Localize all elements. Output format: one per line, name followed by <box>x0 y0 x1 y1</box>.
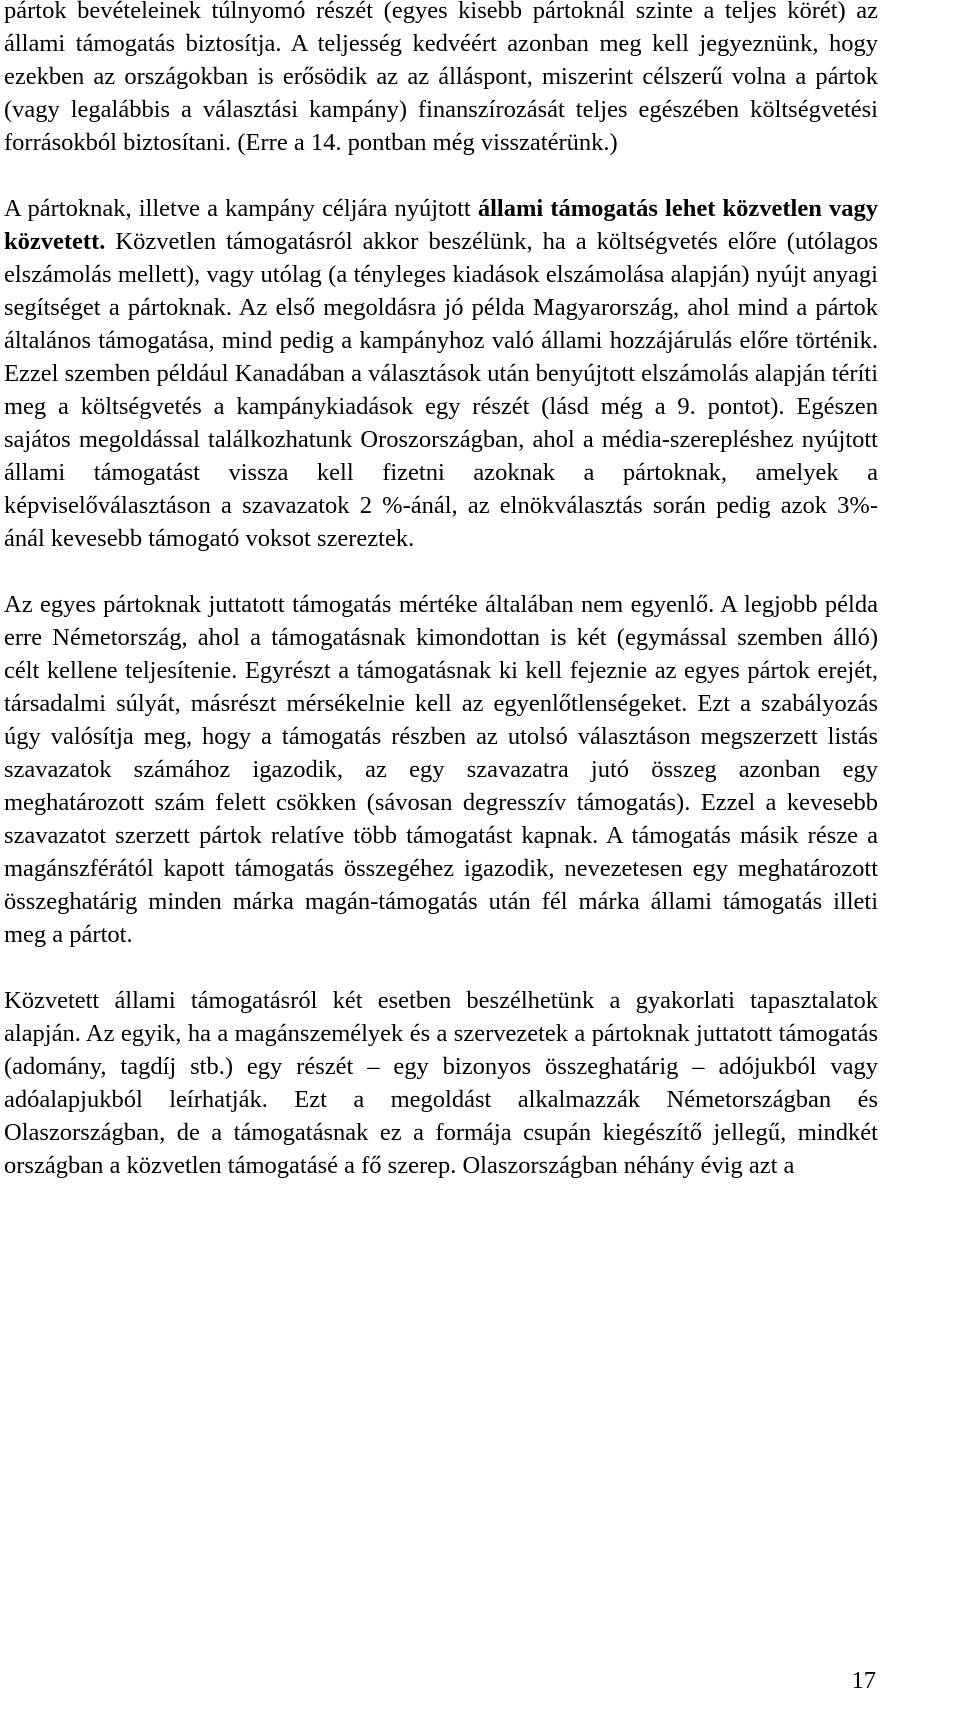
paragraph-text: Közvetlen támogatásról akkor beszélünk, ha a költségvetés előre (utólagos elszámolás mellett), vagy utólag (a tényleges kiadások elszámolása alapján) nyújt anyagi segítséget a pártoknak. Az első megoldásra jó példa Magyarország, ahol mind a pártok általános támogatása, mind pedig a kampányhoz való állami hozzájárulás előre történik. Ezzel szemben például Kanadában a választások után benyújtott elszámolás alapján téríti meg a költségvetés a kampánykiadások egy részét (lásd még a 9. pontot). Egészen sajátos megoldással találkozhatunk Oroszországban, ahol a média-szerepléshez nyújtott állami támogatást vissza kell fizetni azoknak a pártoknak, amelyek a képviselőválasztáson a szavazatok 2 %-ánál, az elnökválasztás során pedig azok 3%-ánál kevesebb támogató voksot szereztek. <box>4 228 878 552</box>
paragraph-bold-text: állami támogatás lehet közvetlen vagy közvetett. <box>4 195 878 255</box>
paragraph-support-amount <box>4 588 878 951</box>
paragraph-text: Az egyes pártoknak juttatott támogatás mértéke általában nem egyenlő. A legjobb példa erre Németország, ahol a támogatásnak kimondottan is két (egymással szemben álló) célt kellene teljesítenie. Egyrészt a támogatásnak ki kell fejeznie az egyes pártok erejét, társadalmi súlyát, másrészt mérsékelnie kell az egyenlőtlenségeket. Ezt a szabályozás úgy valósítja meg, hogy a támogatás részben az utolsó választáson megszerzett listás szavazatok számához igazodik, az egy szavazatra jutó összeg azonban egy meghatározott szám felett csökken (sávosan degresszív támogatás). Ezzel a kevesebb szavazatot szerzett pártok relatíve több támogatást kapnak. A támogatás másik része a magánszférától kapott támogatás összegéhez igazodik, nevezetesen egy meghatározott összeghatárig minden márka magán-támogatás után fél márka állami támogatás illeti meg a pártot. <box>4 591 878 948</box>
paragraph-party-revenue <box>4 0 878 159</box>
paragraph-text: Közvetett állami támogatásról két esetben beszélhetünk a gyakorlati tapasztalatok alapján. Az egyik, ha a magánszemélyek és a szervezetek a pártoknak juttatott támogatás (adomány, tagdíj stb.) egy részét – egy bizonyos összeghatárig – adójukból vagy adóalapjukból leírhatják. Ezt a megoldást alkalmazzák Németországban és Olaszországban, de a támogatásnak ez a formája csupán kiegészítő jellegű, mindkét országban a közvetlen támogatásé a fő szerep. Olaszországban néhány évig azt a <box>4 987 878 1179</box>
page-number: 17 <box>851 1667 876 1694</box>
paragraph-indirect-support <box>4 984 878 1182</box>
paragraph-direct-indirect-support <box>4 192 878 555</box>
paragraph-text: pártok bevételeinek túlnyomó részét (egyes kisebb pártoknál szinte a teljes körét) az állami támogatás biztosítja. A teljesség kedvéért azonban meg kell jegyeznünk, hogy ezekben az országokban is erősödik az az álláspont, miszerint célszerű volna a pártok (vagy legalábbis a választási kampány) finanszírozását teljes egészében költségvetési forrásokból biztosítani. (Erre a 14. pontban még visszatérünk.) <box>4 0 878 156</box>
paragraph-text: A pártoknak, illetve a kampány céljára nyújtott <box>4 195 478 222</box>
document-page <box>4 0 878 1215</box>
